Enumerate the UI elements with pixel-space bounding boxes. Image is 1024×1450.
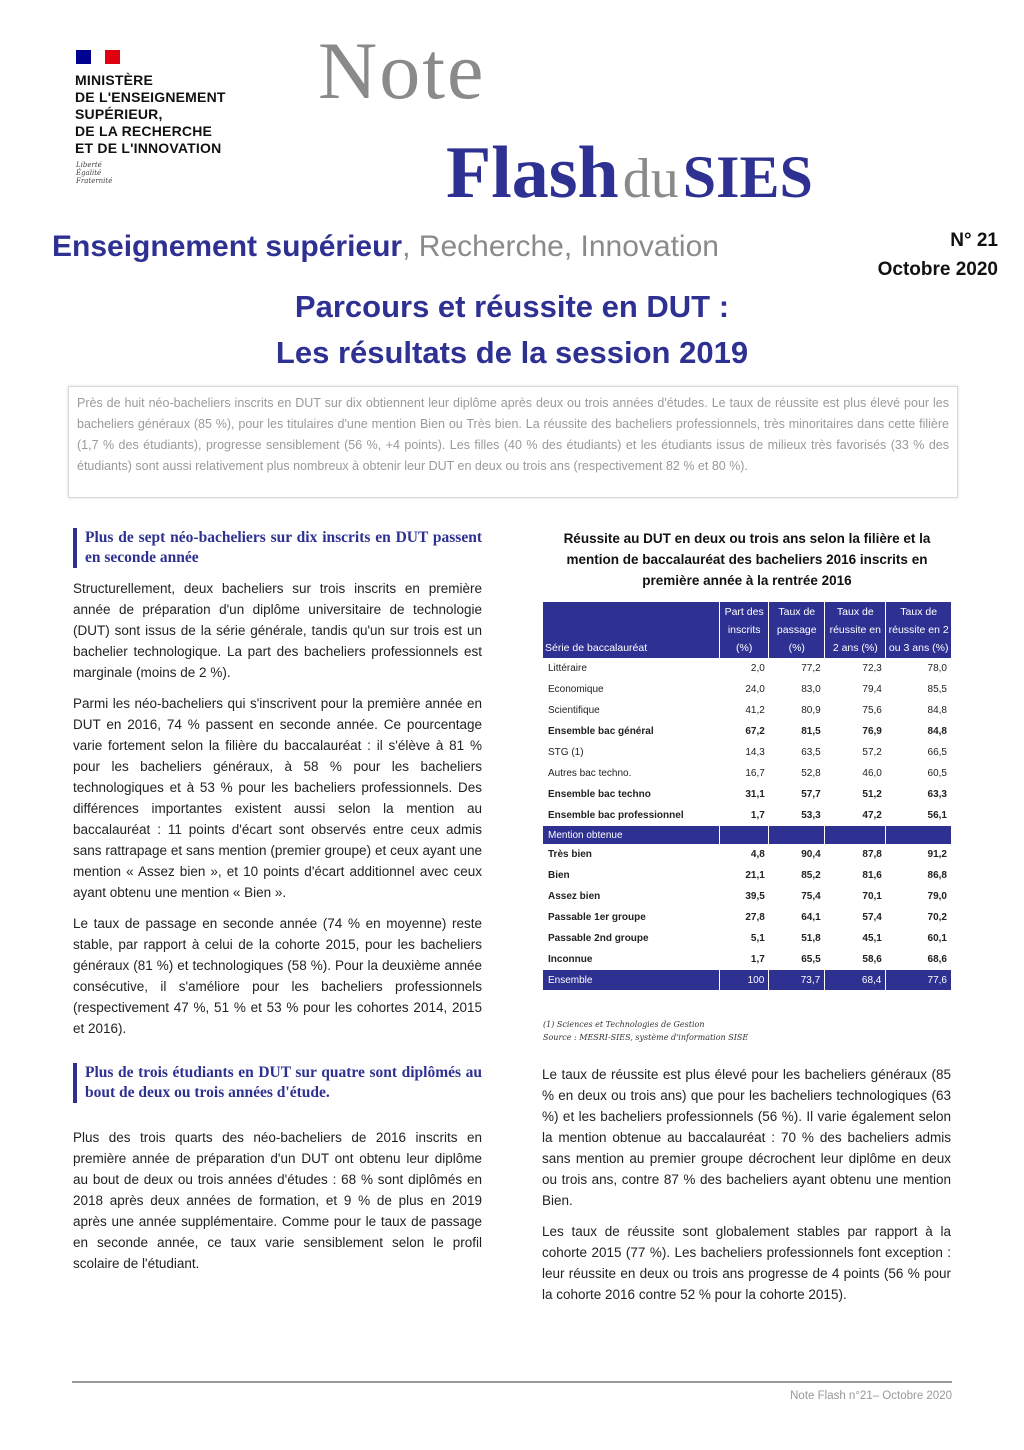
table-cell: 90,4: [801, 849, 821, 860]
table-cell: 51,8: [801, 933, 821, 944]
ministry-line: MINISTÈRE: [75, 72, 154, 88]
table-row: [543, 721, 951, 742]
table-cell: [886, 826, 951, 844]
table-row: [543, 658, 951, 679]
table-footnote: (1) Sciences et Technologies de Gestion: [543, 1020, 705, 1029]
flash-word: Flash: [446, 132, 619, 214]
ministry-name: [75, 72, 226, 157]
table-cell: 4,8: [750, 849, 765, 860]
table-row: [543, 928, 951, 949]
column-header: Taux de réussite en 2 ou 3 ans (%): [886, 602, 951, 658]
table-row: [543, 763, 951, 784]
right-column: [542, 1064, 951, 1315]
column-header: Taux de passage (%): [769, 602, 825, 658]
note-wordmark: Note: [318, 25, 486, 116]
table-row: [543, 826, 951, 844]
left-column: [73, 528, 482, 1284]
table-cell: 63,3: [927, 789, 947, 800]
row-label: Autres bac techno.: [548, 768, 632, 779]
row-label: Bien: [548, 870, 570, 881]
table-cell: 70,1: [862, 891, 882, 902]
table-cell: 53,3: [801, 810, 821, 821]
table-header-row: [543, 602, 951, 658]
table-cell: 1,7: [750, 954, 765, 965]
footer-divider: [72, 1381, 952, 1383]
table-cell: 81,6: [862, 870, 882, 881]
table-cell: 73,7: [769, 970, 825, 990]
table-row: [543, 805, 951, 826]
table-cell: 14,3: [745, 747, 765, 758]
table-cell: 85,5: [927, 684, 947, 695]
motto-line: Égalité: [76, 169, 102, 177]
row-label: Mention obtenue: [543, 826, 720, 844]
domain-rest: , Recherche, Innovation: [402, 230, 719, 263]
marianne-flag-logo: [76, 50, 120, 64]
table-cell: 85,2: [801, 870, 821, 881]
table-row: [543, 784, 951, 805]
table-cell: 91,2: [927, 849, 947, 860]
paragraph: Structurellement, deux bacheliers sur trois inscrits en première année de préparation d'un diplôme universitaire de technologie (DUT) sont issus de la série générale, tandis qu'un sur trois est un bachelier technologique. La part des bacheliers professionnels est marginale (moins de 2 %).: [73, 581, 482, 680]
table-cell: 72,3: [862, 663, 882, 674]
table-cell: 64,1: [801, 912, 821, 923]
table-source: Source : MESRI-SIES, système d'information SISE: [543, 1033, 749, 1042]
table-cell: 46,0: [862, 768, 882, 779]
column-header: Part des inscrits (%): [720, 602, 769, 658]
flag-white-stripe: [91, 50, 106, 64]
table-cell: 84,8: [927, 726, 947, 737]
abstract-box: Près de huit néo-bacheliers inscrits en DUT sur dix obtiennent leur diplôme après deux ou trois années d'études. Le taux de réussite est plus élevé pour les bacheliers généraux (85 %), pour les titulaires d'une mention Bien ou Très bien. La réussite des bacheliers professionnels, très minoritaires dans cette filière (1,7 % des étudiants), progresse sensiblement (56 %, +4 points). Les filles (40 % des étudiants) et les étudiants issus de milieux très favorisés (33 % des étudiants) sont aussi relativement plus nombreux à obtenir leur DUT en deux ou trois ans (respectivement 82 % et 80 %).: [68, 386, 958, 498]
table-cell: 58,6: [862, 954, 882, 965]
table-row: [543, 679, 951, 700]
table-cell: 31,1: [745, 789, 765, 800]
table-cell: 75,6: [862, 705, 882, 716]
footer-text: Note Flash n°21– Octobre 2020: [790, 1390, 952, 1402]
table-cell: 79,4: [862, 684, 882, 695]
table-row: [543, 949, 951, 970]
issue-number: N° 21: [950, 230, 998, 251]
table-cell: 56,1: [927, 810, 947, 821]
table-cell: 60,1: [927, 933, 947, 944]
table-cell: 27,8: [745, 912, 765, 923]
row-label: Economique: [548, 684, 604, 695]
row-label: Scientifique: [548, 705, 600, 716]
paragraph: Le taux de passage en seconde année (74 % en moyenne) reste stable, par rapport à celui de la cohorte 2015, pour les bacheliers généraux (81 %) et technologiques (58 %). Pour la deuxième année consécutive, il s'améliore pour les bacheliers professionnels (respectivement 47 %, 51 % et 53 % pour les cohortes 2014, 2015 et 2016).: [73, 916, 482, 1036]
table-cell: 65,5: [801, 954, 821, 965]
section-heading: Plus de trois étudiants en DUT sur quatre sont diplômés au bout de deux ou trois années d'étude.: [73, 1063, 482, 1103]
domain-tagline: [52, 228, 719, 266]
flag-blue-stripe: [76, 50, 91, 64]
table-cell: 87,8: [862, 849, 882, 860]
table-row: [543, 865, 951, 886]
table-cell: 78,0: [927, 663, 947, 674]
table-cell: 77,2: [801, 663, 821, 674]
table-cell: 77,6: [886, 970, 951, 990]
table-title: Réussite au DUT en deux ou trois ans selon la filière et la mention de baccalauréat des bacheliers 2016 inscrits en première année à la rentrée 2016: [563, 531, 931, 588]
table-cell: 57,4: [862, 912, 882, 923]
page-title: [0, 284, 1024, 376]
row-label: Inconnue: [548, 954, 593, 965]
du-word: du: [622, 148, 679, 210]
sies-word: SIES: [682, 144, 813, 210]
table-cell: 41,2: [745, 705, 765, 716]
table-cell: 84,8: [927, 705, 947, 716]
ministry-line: DE L'ENSEIGNEMENT: [75, 89, 226, 105]
ministry-line: ET DE L'INNOVATION: [75, 140, 222, 156]
ministry-line: SUPÉRIEUR,: [75, 106, 163, 122]
table-cell: 86,8: [927, 870, 947, 881]
table-cell: 1,7: [750, 810, 765, 821]
column-header: Série de baccalauréat: [543, 602, 720, 658]
table-row: [543, 970, 951, 990]
table-cell: 5,1: [750, 933, 765, 944]
row-label: STG (1): [548, 747, 584, 758]
table-cell: 67,2: [745, 726, 765, 737]
issue-info: [878, 226, 998, 284]
motto-line: Liberté: [76, 161, 102, 169]
table-cell: 76,9: [862, 726, 882, 737]
table-cell: 52,8: [801, 768, 821, 779]
paragraph: Parmi les néo-bacheliers qui s'inscrivent pour la première année en DUT en 2016, 74 % passent en seconde année. Ce pourcentage varie fortement selon la filière du baccalauréat : il s'élève à 81 % pour les bacheliers généraux, à 58 % pour les bacheliers technologiques et à 53 % pour les bacheliers professionnels. Des différences importantes existent aussi selon la mention au baccalauréat : 11 points d'écart sont observés entre ceux admis sans rattrapage et sans mention (premier groupe) et ceux ayant une mention « Assez bien », et 10 points d'écart additionnel avec ceux ayant obtenu une mention « Bien ».: [73, 696, 482, 900]
table-cell: [825, 826, 886, 844]
paragraph: Les taux de réussite sont globalement stables par rapport à la cohorte 2015 (77 %). Les bacheliers professionnels font exception : leur réussite en deux ou trois ans progresse de 4 points (56 % pour la cohorte 2016 contre 52 % pour la cohorte 2015).: [542, 1224, 951, 1302]
table-cell: 80,9: [801, 705, 821, 716]
flash-du-sies-wordmark: [446, 130, 813, 236]
table-cell: 79,0: [927, 891, 947, 902]
table-cell: 81,5: [801, 726, 821, 737]
table-cell: 100: [720, 970, 769, 990]
table-cell: 24,0: [745, 684, 765, 695]
table-cell: 57,2: [862, 747, 882, 758]
row-label: Très bien: [548, 849, 592, 860]
title-line: Parcours et réussite en DUT :: [294, 289, 730, 324]
row-label: Passable 1er groupe: [548, 912, 646, 923]
results-table: [543, 602, 951, 990]
table-cell: 75,4: [801, 891, 821, 902]
table-cell: 21,1: [745, 870, 765, 881]
column-header: Taux de réussite en 2 ans (%): [825, 602, 886, 658]
table-cell: 68,4: [825, 970, 886, 990]
section-heading: Plus de sept néo-bacheliers sur dix inscrits en DUT passent en seconde année: [73, 528, 482, 568]
table-cell: 68,6: [927, 954, 947, 965]
table-row: [543, 700, 951, 721]
table-row: [543, 844, 951, 865]
row-label: Ensemble bac général: [548, 726, 654, 737]
table-cell: 45,1: [862, 933, 882, 944]
issue-date: Octobre 2020: [877, 259, 998, 280]
ministry-line: DE LA RECHERCHE: [75, 123, 213, 139]
table-cell: 63,5: [801, 747, 821, 758]
table-cell: 51,2: [862, 789, 882, 800]
table-cell: 2,0: [750, 663, 765, 674]
table-cell: 83,0: [801, 684, 821, 695]
paragraph: Plus des trois quarts des néo-bacheliers de 2016 inscrits en première année de préparation d'un DUT ont obtenu leur diplôme au bout de deux ou trois années d'études : 68 % sont diplômés en 2018 après deux années de formation, et 9 % de plus en 2019 après une année supplémentaire. Comme pour le taux de passage en seconde année, ce taux varie sensiblement selon le profil scolaire de l'étudiant.: [73, 1130, 482, 1271]
row-label: Ensemble bac professionnel: [548, 810, 684, 821]
domain-strong: Enseignement supérieur: [52, 230, 403, 263]
table-cell: 66,5: [927, 747, 947, 758]
table-cell: [769, 826, 825, 844]
table-cell: [720, 826, 769, 844]
table-cell: 47,2: [862, 810, 882, 821]
row-label: Ensemble bac techno: [548, 789, 651, 800]
table-row: [543, 886, 951, 907]
table-cell: 16,7: [745, 768, 765, 779]
row-label: Passable 2nd groupe: [548, 933, 649, 944]
row-label: Ensemble: [543, 970, 720, 990]
table-cell: 70,2: [927, 912, 947, 923]
title-line: Les résultats de la session 2019: [275, 335, 749, 370]
table-row: [543, 907, 951, 928]
row-label: Littéraire: [548, 663, 587, 674]
table-cell: 57,7: [801, 789, 821, 800]
paragraph: Le taux de réussite est plus élevé pour les bacheliers généraux (85 % en deux ou trois ans) que pour les bacheliers technologiques (63 %) et les bacheliers professionnels (56 %). Il varie également selon la mention obtenue au baccalauréat : 70 % des bacheliers admis sans mention au premier groupe décrochent leur diplôme en deux ou trois ans, contre 87 % des bacheliers ayant obtenu une mention Bien.: [542, 1067, 951, 1208]
table-cell: 39,5: [745, 891, 765, 902]
flag-red-stripe: [105, 50, 120, 64]
republic-motto: [76, 161, 112, 185]
motto-line: Fraternité: [76, 177, 113, 185]
table-cell: 60,5: [927, 768, 947, 779]
table-row: [543, 742, 951, 763]
row-label: Assez bien: [548, 891, 601, 902]
table-notes: [543, 1018, 748, 1044]
